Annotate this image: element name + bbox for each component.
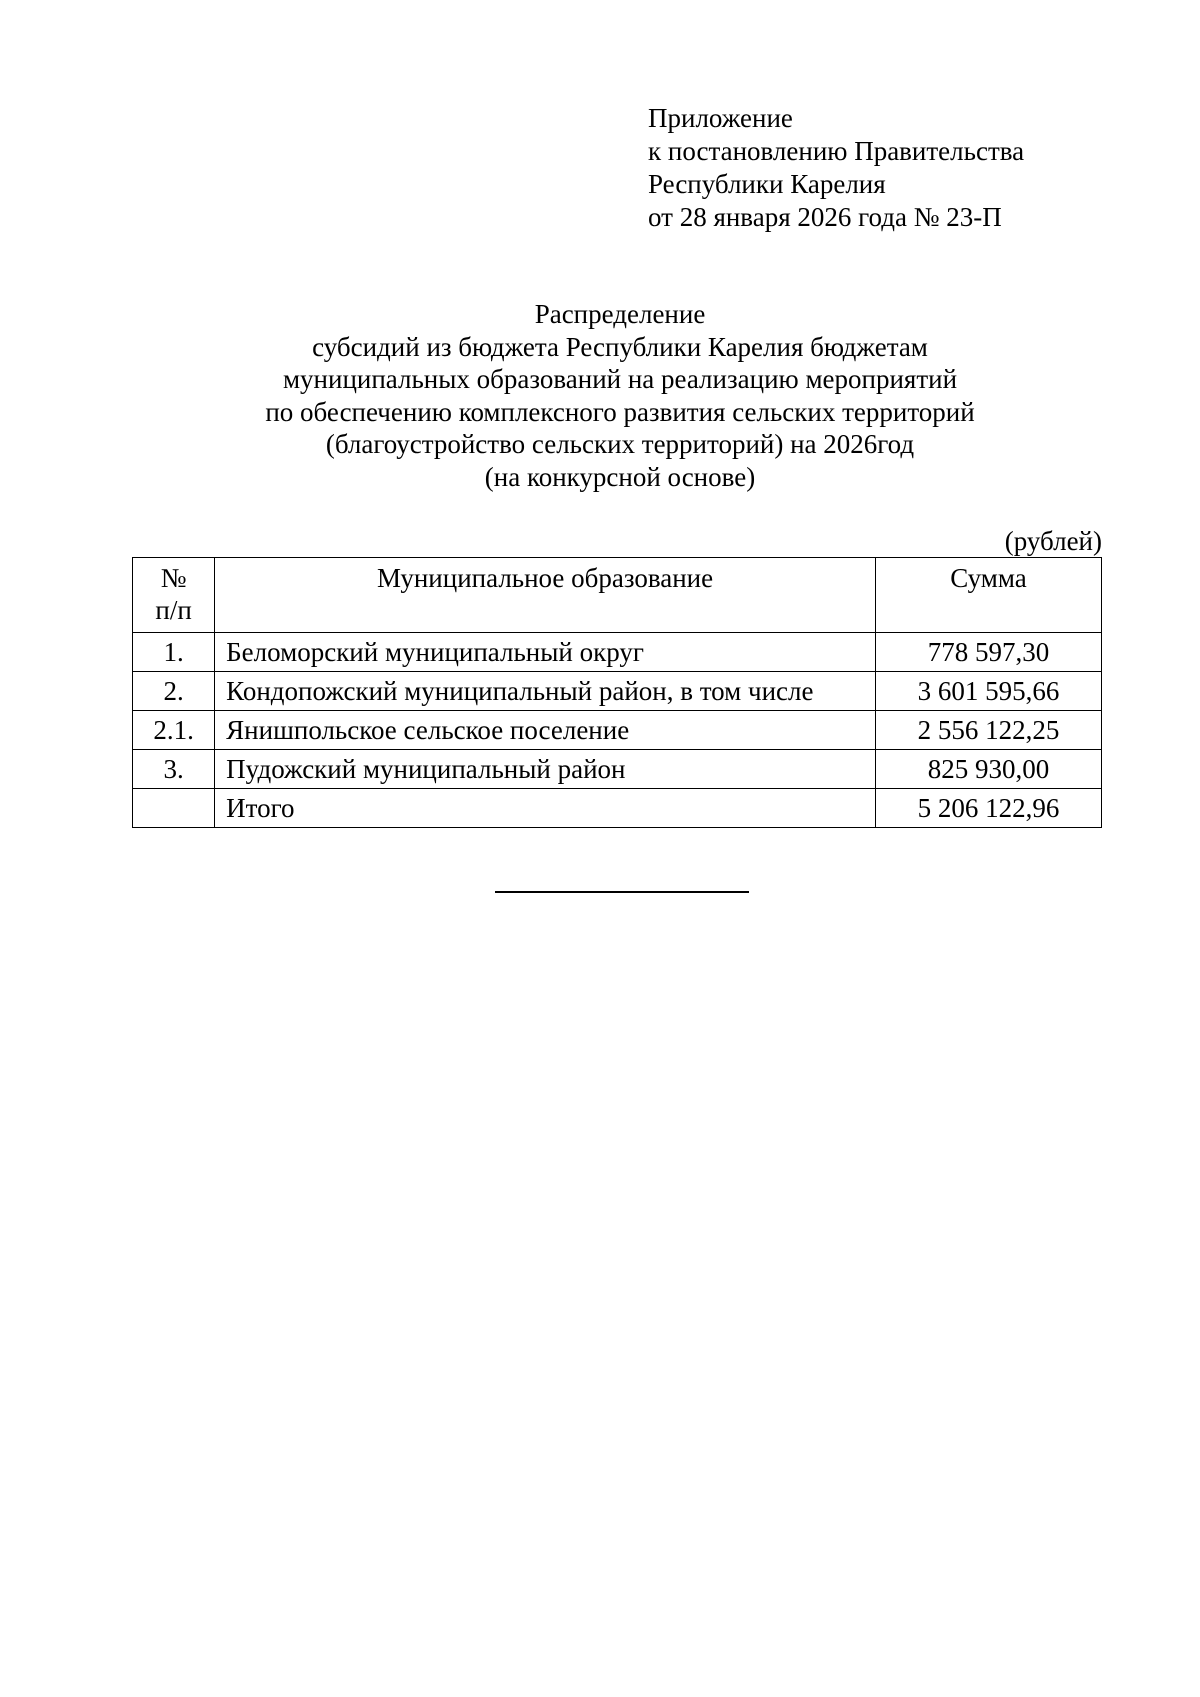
row-name: Янишпольское сельское поселение	[215, 711, 876, 750]
title-line: муниципальных образований на реализацию мероприятий	[282, 364, 958, 394]
title-line: по обеспечению комплексного развития сельских территорий	[265, 396, 975, 427]
row-name: Пудожский муниципальный район	[215, 750, 876, 789]
row-sum: 825 930,00	[875, 750, 1101, 789]
header-num-symbol: №	[160, 563, 187, 593]
header-num-pp: п/п	[155, 595, 192, 625]
appendix-line: Республики Карелия	[648, 169, 886, 199]
header-name: Муниципальное образование	[215, 558, 876, 633]
title-line: (благоустройство сельских территорий) на 2026год	[325, 429, 915, 459]
table-row	[133, 711, 1102, 750]
table-row	[133, 672, 1102, 711]
table-row	[133, 633, 1102, 672]
row-num: 3.	[133, 750, 215, 789]
row-name: Кондопожский муниципальный район, в том числе	[215, 672, 876, 711]
row-num: 2.	[133, 672, 215, 711]
table-header-row	[133, 558, 1102, 633]
table-total-row	[133, 789, 1102, 828]
row-sum: 5 206 122,96	[875, 789, 1101, 828]
row-sum: 2 556 122,25	[875, 711, 1101, 750]
row-name: Итого	[215, 789, 876, 828]
table-row	[133, 750, 1102, 789]
units-label: (рублей)	[1004, 526, 1102, 556]
row-num	[133, 789, 215, 828]
closing-line	[495, 891, 749, 893]
appendix-line: к постановлению Правительства	[648, 136, 1025, 166]
title-line: субсидий из бюджета Республики Карелия бюджетам	[312, 331, 928, 362]
row-name: Беломорский муниципальный округ	[215, 633, 876, 672]
row-num: 2.1.	[133, 711, 215, 750]
appendix-line: от 28 января 2026 года № 23-П	[648, 202, 1002, 232]
title-line: (на конкурсной основе)	[484, 461, 756, 492]
appendix-line: Приложение	[648, 103, 793, 133]
document-title	[0, 298, 1200, 493]
row-num: 1.	[133, 633, 215, 672]
row-sum: 778 597,30	[875, 633, 1101, 672]
header-num	[133, 558, 215, 633]
appendix-header	[648, 102, 1024, 234]
distribution-table	[132, 557, 1102, 828]
header-sum: Сумма	[875, 558, 1101, 633]
row-sum: 3 601 595,66	[875, 672, 1101, 711]
title-line: Распределение	[534, 299, 706, 329]
